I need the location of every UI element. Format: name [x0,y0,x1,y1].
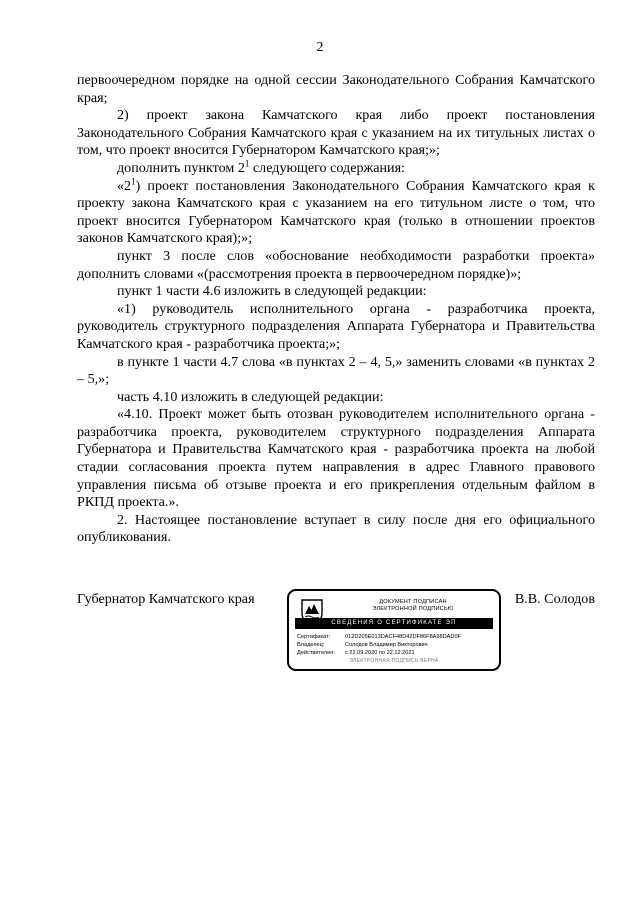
stamp-header-line: ЭЛЕКТРОННОЙ ПОДПИСЬЮ [372,606,454,612]
stamp-row-certificate [297,633,493,641]
superscript: 1 [244,158,250,169]
paragraph-text: дополнить пунктом 2 [117,159,245,176]
paragraph-text: следующего содержания: [249,159,405,176]
paragraph: пункт 3 после слов «обоснование необходимости разработки проекта» дополнить словами «(рассмотрения проекта в первоочередном порядке)»; [77,247,595,282]
stamp-row-key: Владелец: [297,642,325,648]
stamp-row-key: Сертификат: [297,634,331,640]
stamp-row-key: Действителен: [297,650,335,656]
paragraph [77,175,595,248]
stamp-header-line: ДОКУМЕНТ ПОДПИСАН [379,599,447,605]
signature-block [77,589,595,675]
paragraph-text: «2 [117,177,132,194]
electronic-signature-stamp [287,589,501,671]
stamp-row-owner [297,641,493,649]
paragraph: 2. Настоящее постановление вступает в силу после дня его официального опубликования. [77,511,595,546]
signer-name: В.В. Солодов [514,591,595,607]
stamp-certificate-bar: СВЕДЕНИЯ О СЕРТИФИКАТЕ ЭП [295,618,493,629]
stamp-row-validity [297,649,493,657]
stamp-certificate-details [297,633,493,657]
paragraph: «4.10. Проект может быть отозван руководителем исполнительного органа - разработчика проекта, руководителем структурного подразделения Аппарата Губернатора и Правительства Камчатского края - разработчика проекта на любой стадии согласования проекта путем направления в адрес Главного правового управления письма об отзыве проекта и его прикрепления отдельным файлом в РКПД проекта.». [77,406,595,511]
stamp-row-value: Солодов Владимир Викторович [345,642,428,648]
stamp-row-value: 012D205E013DACF48D42DF86F8A98DAD0F [345,634,461,640]
paragraph: первоочередном порядке на одной сессии Законодательного Собрания Камчатского края; [77,72,595,106]
paragraph-text: ) проект постановления Законодательного Собрания Камчатского края к проекту закона Камчатского края с указанием на его титульном листе о том, что проект вносится Губернатором Камчатского края (только в отношении проектов законов Камчатского края);»; [77,177,595,247]
superscript: 1 [131,175,136,186]
paragraph [77,160,595,178]
paragraph: пункт 1 части 4.6 изложить в следующей редакции: [117,283,427,300]
paragraph: 2) проект закона Камчатского края либо проект постановления Законодательного Собрания Камчатского края с указанием на их титульных листах о том, что проект вносится Губернатором Камчатского края;»; [77,107,595,159]
stamp-row-value: с 22.09.2020 по 22.12.2021 [345,650,415,656]
stamp-footer: ЭЛЕКТРОННАЯ ПОДПИСЬ ВЕРНА [349,658,439,664]
signer-title: Губернатор Камчатского края [77,591,255,607]
page-number: 2 [316,40,324,55]
paragraph: часть 4.10 изложить в следующей редакции: [117,388,384,405]
document-body [77,72,595,547]
paragraph: «1) руководитель исполнительного органа - разработчика проекта, руководитель структурного подразделения Аппарата Губернатора и Правительства Камчатского края - разработчика проекта;»; [77,300,595,352]
stamp-header [333,599,493,613]
paragraph: в пункте 1 части 4.7 слова «в пунктах 2 – 4, 5,» заменить словами «в пунктах 2 – 5,»; [77,353,595,388]
